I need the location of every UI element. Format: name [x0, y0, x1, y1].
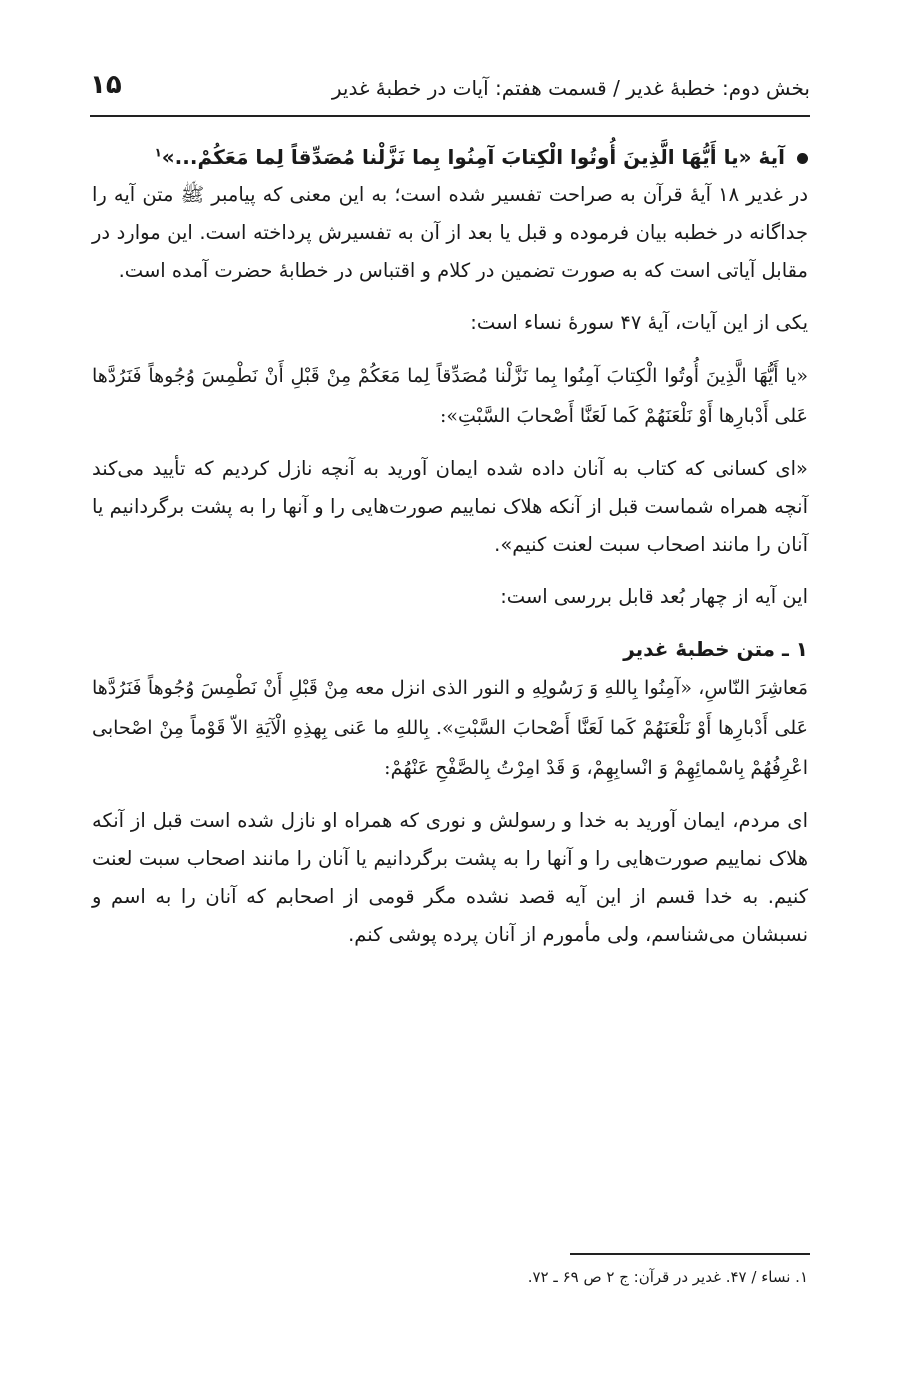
header-title: بخش دوم: خطبهٔ غدیر / قسمت هفتم: آیات در خطبهٔ غدیر [331, 76, 810, 100]
page-number: ۱۵ [90, 70, 122, 100]
subheading: ۱ ـ متن خطبهٔ غدیر [623, 637, 808, 661]
header-rule [90, 115, 810, 117]
four-dimensions-paragraph: این آیه از چهار بُعد قابل بررسی است: [500, 585, 808, 608]
page-content [92, 138, 808, 954]
footnote-ref: ۱ [154, 145, 162, 160]
verse-arabic: «یا أَیُّهَا الَّذِینَ أُوتُوا الْکِتابَ آمِنُوا بِما نَزَّلْنا مُصَدِّقاً لِما مَعَکُمْ مِنْ قَبْلِ أَنْ نَطْمِسَ وُجُوهاً فَنَرُدَّها عَلی أَدْبارِها أَوْ نَلْعَنَهُمْ کَما لَعَنَّا أَصْحابَ السَّبْتِ»: [92, 365, 808, 427]
sermon-translation: ای مردم، ایمان آورید به خدا و رسولش و نوری که همراه او نازل شده است قبل از آنکه هلاک نماییم صورت‌هایی را و آنها را به پشت برگردانیم یا آنان را مانند اصحاب سبت لعنت کنیم. به خدا قسم از این آیه قصد نشده مگر قومی از اصحابم که آنان را به اسم و نسبشان می‌شناسم، ولی مأمورم از آنان پرده پوشی کنم. [92, 809, 808, 946]
intro-paragraph: در غدیر ۱۸ آیهٔ قرآن به صراحت تفسیر شده است؛ به این معنی که پیامبر ﷺ متن آیه را جداگانه در خطبه بیان فرموده و قبل یا بعد از آن به تفسیرش پرداخته است. این موارد در مقابل آیاتی است که به صورت تضمین در کلام و اقتباس در خطابهٔ حضرت آمده است. [92, 183, 808, 282]
verse-translation: «ای کسانی که کتاب به آنان داده شده ایمان آورید به آنچه نازل کردیم که تأیید می‌کند آنچه همراه شماست قبل از آنکه هلاک نماییم صورت‌هایی را و آنها را به پشت برگردانیم یا آنان را مانند اصحاب سبت لعنت کنیم». [92, 457, 808, 556]
footnote: ۱. نساء / ۴۷. غدیر در قرآن: ج ۲ ص ۶۹ ـ ۷۲. [527, 1268, 808, 1286]
footnote-rule [570, 1253, 810, 1255]
bullet-icon [797, 153, 808, 164]
sermon-arabic: مَعاشِرَ النّاسِ، «آمِنُوا بِاللهِ وَ رَسُولِهِ و النور الذی انزل معه مِنْ قَبْلِ أَنْ نَطْمِسَ وُجُوهاً فَنَرُدَّها عَلی أَدْبارِها أَوْ نَلْعَنَهُمْ کَما لَعَنَّا أَصْحابَ السَّبْتِ». بِاللهِ ما عَنی بِهذِهِ الْآیَةِ الاّ قَوْماً مِنْ اصْحابی اعْرِفُهُمْ بِاسْمائِهِمْ وَ انْسابِهِمْ، وَ قَدْ امِرْتُ بِالصَّفْحِ عَنْهُمْ: [92, 677, 808, 779]
one-of-paragraph: یکی از این آیات، آیهٔ ۴۷ سورهٔ نساء است: [470, 311, 808, 334]
verse-heading-text: آیهٔ «یا أَیُّهَا الَّذِینَ أُوتُوا الْکِتابَ آمِنُوا بِما نَزَّلْنا مُصَدِّقاً لِما مَعَکُمْ...» [161, 145, 785, 169]
verse-heading [92, 138, 808, 176]
running-header [90, 70, 810, 110]
